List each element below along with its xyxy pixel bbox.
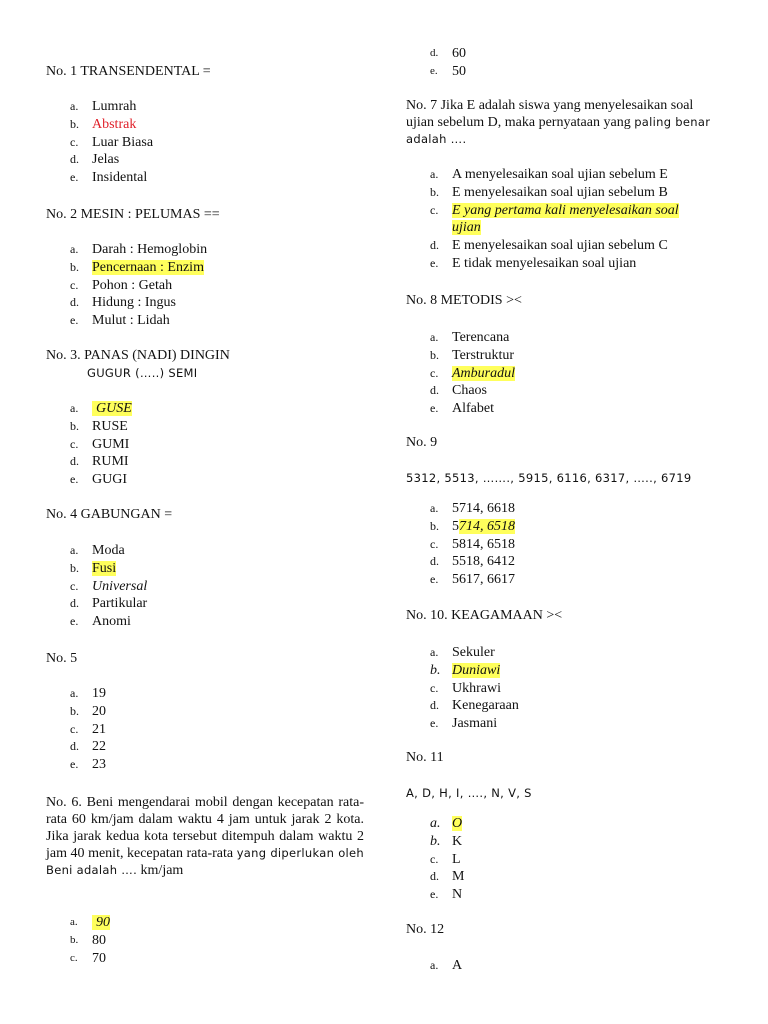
q8-option-d[interactable]: d. Chaos (430, 383, 487, 399)
q3-option-d[interactable]: d. RUMI (70, 454, 129, 470)
q1-option-c[interactable]: c. Luar Biasa (70, 134, 154, 150)
q9-options (406, 500, 724, 589)
q10-options (406, 644, 724, 733)
q10-option-d[interactable]: d. Kenegaraan (430, 698, 519, 714)
q9-option-b[interactable]: b. 5714, 6518 (430, 518, 515, 534)
q2-option-a[interactable]: a. Darah : Hemoglobin (70, 242, 208, 257)
q6-answer-text: 90 (92, 915, 110, 930)
q5-option-d[interactable]: d. 22 (70, 739, 106, 755)
q12-options (406, 957, 724, 975)
q9-option-a[interactable]: a. 5714, 6618 (430, 501, 515, 516)
q7-options (406, 166, 724, 273)
q3-answer-text: GUSE (92, 401, 132, 416)
q7-answer-text-line2: ujian (452, 220, 481, 236)
q2-answer-text: Pencernaan : Enzim (92, 259, 204, 275)
q3-option-b[interactable]: b. RUSE (70, 418, 128, 434)
q8-option-b[interactable]: b. Terstruktur (430, 347, 515, 363)
q7-option-d[interactable]: d. E menyelesaikan soal ujian sebelum C (430, 238, 668, 254)
q10-option-c[interactable]: c. Ukhrawi (430, 680, 501, 696)
q11-option-c[interactable]: c. L (430, 851, 461, 867)
q11-option-d[interactable]: d. M (430, 869, 465, 885)
q5-option-b[interactable]: b. 20 (70, 703, 106, 719)
q6-title-tail: yang diperlukan oleh Beni adalah …. (46, 846, 364, 877)
q6-option-e[interactable]: e. 50 (430, 63, 466, 79)
q2-option-e[interactable]: e. Mulut : Lidah (70, 313, 170, 329)
q1-option-d[interactable]: d. Jelas (70, 152, 120, 168)
q7-option-a[interactable]: a. A menyelesaikan soal ujian sebelum E (430, 167, 668, 182)
q1-option-b[interactable]: b. Abstrak (70, 116, 137, 132)
q1-options (46, 98, 364, 187)
q9-sequence: 5312, 5513, ……., 5915, 6116, 6317, ….., 6719 (406, 471, 692, 485)
q5-option-a[interactable]: a. 19 (70, 686, 106, 701)
q8-option-a[interactable]: a. Terencana (430, 330, 510, 345)
q9-option-e[interactable]: e. 5617, 6617 (430, 572, 515, 588)
q11-option-a[interactable]: a. O (430, 816, 463, 831)
q6-options-continued (406, 45, 724, 81)
q6-option-c[interactable]: c. 70 (70, 950, 106, 966)
q10-title: No. 10. KEAGAMAAN >< (406, 608, 563, 623)
q4-option-a[interactable]: a. Moda (70, 543, 125, 558)
q11-sequence: A, D, H, I, …., N, V, S (406, 786, 532, 800)
q7-title-tail: paling benar adalah …. (406, 115, 711, 146)
q10-option-e[interactable]: e. Jasmani (430, 716, 498, 732)
q6-option-b[interactable]: b. 80 (70, 932, 106, 948)
q8-option-c[interactable]: c. Amburadul (430, 365, 515, 381)
q11-title: No. 11 (406, 750, 444, 765)
q3-option-c[interactable]: c. GUMI (70, 436, 130, 452)
q8-option-e[interactable]: e. Alfabet (430, 401, 494, 417)
q11-option-e[interactable]: e. N (430, 887, 463, 903)
q11-options (406, 815, 724, 904)
q4-option-b[interactable]: b. Fusi (70, 560, 117, 576)
q9-answer-text: 714, 6518 (459, 518, 515, 534)
q2-title: No. 2 MESIN : PELUMAS == (46, 207, 220, 222)
q9-title: No. 9 (406, 435, 438, 450)
q5-option-c[interactable]: c. 21 (70, 721, 106, 737)
q2-option-c[interactable]: c. Pohon : Getah (70, 277, 173, 293)
q1-option-a[interactable]: a. Lumrah (70, 99, 137, 114)
q4-option-d[interactable]: d. Partikular (70, 596, 148, 612)
q5-options (46, 685, 364, 774)
q7-title: No. 7 Jika E adalah siswa yang menyelesaikan soal ujian sebelum D, maka pernyataan yang (406, 98, 694, 130)
q4-title: No. 4 GABUNGAN = (46, 507, 173, 522)
q7-question (406, 97, 724, 148)
q5-title: No. 5 (46, 651, 78, 666)
q3-subtitle: GUGUR (…..) SEMI (87, 366, 198, 380)
q8-answer-text: Amburadul (452, 365, 515, 381)
q7-option-b[interactable]: b. E menyelesaikan soal ujian sebelum B (430, 184, 668, 200)
q3-option-a[interactable]: a. GUSE (70, 401, 132, 416)
q9-option-c[interactable]: c. 5814, 6518 (430, 536, 515, 552)
q8-title: No. 8 METODIS >< (406, 293, 522, 308)
q3-title: No. 3. PANAS (NADI) DINGIN (46, 348, 230, 363)
q2-options (46, 241, 364, 330)
q10-option-a[interactable]: a. Sekuler (430, 645, 495, 660)
q8-options (406, 329, 724, 418)
q1-option-e[interactable]: e. Insidental (70, 170, 148, 186)
q11-option-b[interactable]: b. K (430, 833, 463, 849)
q12-title: No. 12 (406, 922, 445, 937)
q4-options (46, 542, 364, 631)
q4-option-e[interactable]: e. Anomi (70, 614, 131, 630)
q11-answer-text: O (452, 816, 463, 831)
q6-title: No. 6. Beni mengendarai mobil dengan kecepatan rata-rata 60 km/jam dalam waktu 4 jam untuk jarak 2 kota. Jika jarak kedua kota tersebut ditempuh dalam waktu 2 jam 40 menit, kecepatan rata-rata (46, 795, 364, 861)
q7-option-e[interactable]: e. E tidak menyelesaikan soal ujian (430, 255, 637, 271)
q5-option-e[interactable]: e. 23 (70, 757, 106, 773)
q12-option-a[interactable]: a. A (430, 958, 463, 973)
q6-question (46, 794, 364, 879)
q1-answer-text: Abstrak (92, 116, 137, 132)
q2-option-b[interactable]: b. Pencernaan : Enzim (70, 259, 204, 275)
q4-option-c[interactable]: c. Universal (70, 578, 148, 594)
q4-answer-text: Fusi (92, 560, 117, 576)
q10-option-b[interactable]: b. Duniawi (430, 662, 501, 678)
q6-title-end: km/jam (140, 863, 184, 878)
q3-options (46, 400, 364, 489)
q7-answer-text: E yang pertama kali menyelesaikan soal (452, 202, 679, 218)
q7-option-c[interactable]: c. E yang pertama kali menyelesaikan soal ujian (430, 202, 679, 236)
q10-answer-text: Duniawi (452, 662, 501, 678)
q9-option-d[interactable]: d. 5518, 6412 (430, 554, 515, 570)
q6-option-a[interactable]: a. 90 (70, 915, 110, 930)
q1-title: No. 1 TRANSENDENTAL = (46, 64, 211, 79)
q2-option-d[interactable]: d. Hidung : Ingus (70, 295, 176, 311)
q6-option-d[interactable]: d. 60 (430, 46, 466, 61)
q6-options (46, 914, 364, 967)
q3-option-e[interactable]: e. GUGI (70, 472, 127, 488)
